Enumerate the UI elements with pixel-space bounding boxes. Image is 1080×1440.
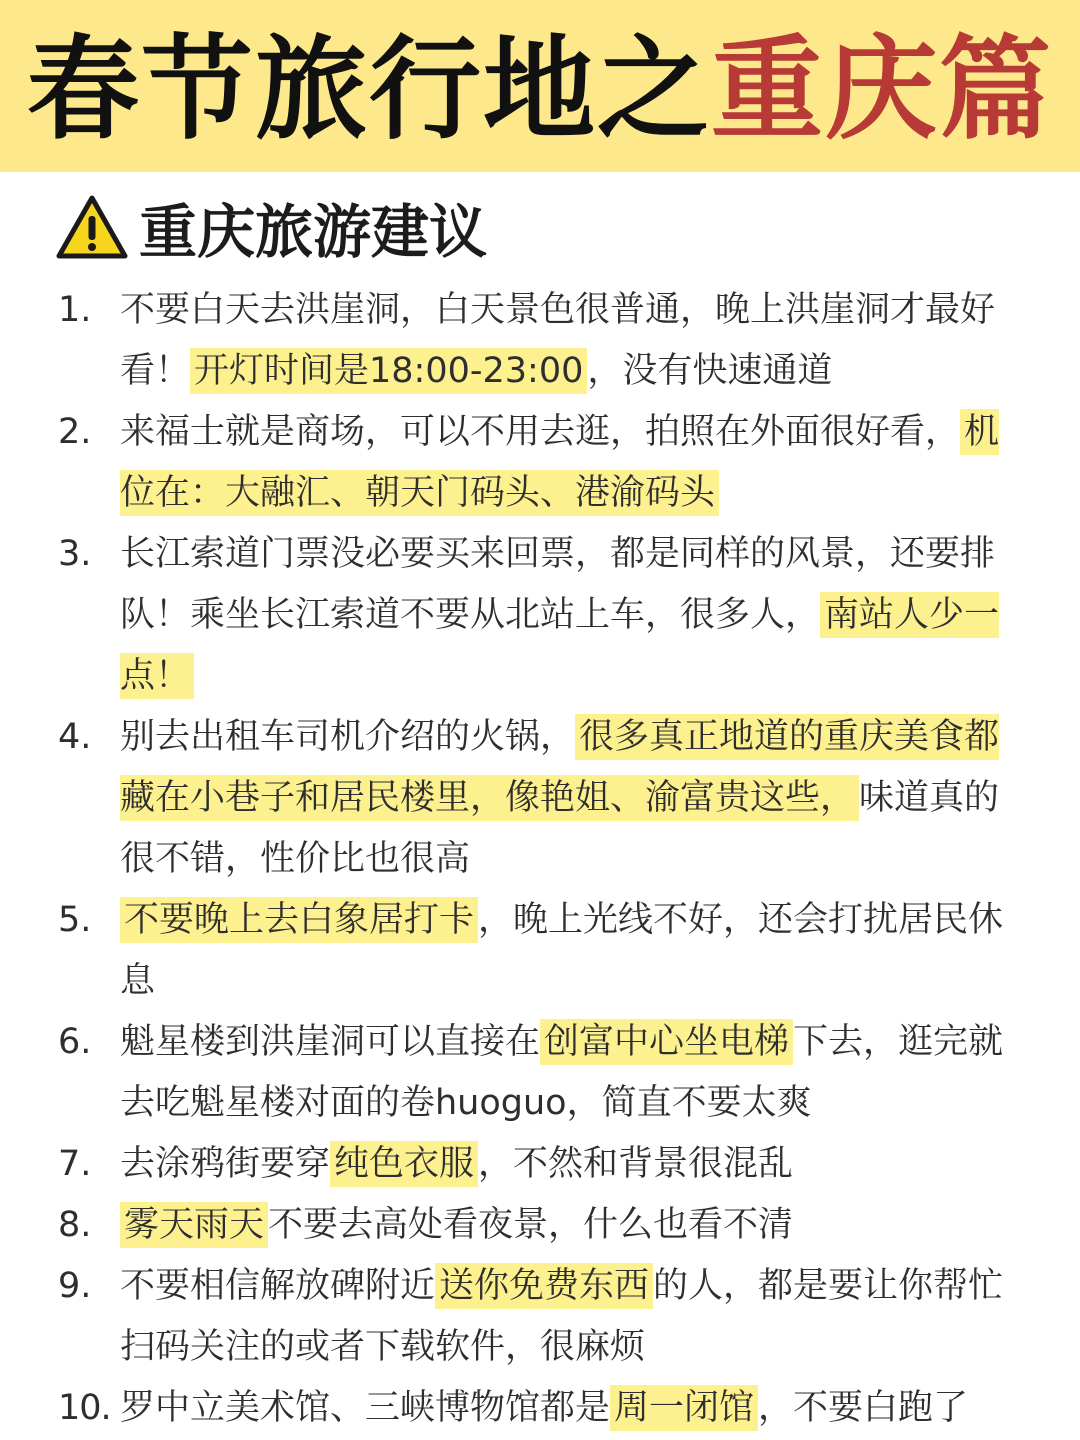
tip-number: 3. [58, 534, 92, 574]
tip-highlight: 开灯时间是18:00-23:00 [190, 348, 587, 394]
page-title-accent: 重庆篇 [711, 25, 1053, 155]
tip-number: 9. [58, 1266, 92, 1306]
tip-segment: 下去，逛完就去吃魁星楼对面的卷huoguo，简直不要太爽 [120, 1022, 1004, 1123]
tip-item [58, 1134, 1018, 1195]
tip-segment: ，不要白跑了 [758, 1388, 969, 1428]
tip-text [120, 290, 995, 394]
section-header [55, 192, 488, 266]
tip-highlight: 南站人少一点！ [120, 592, 999, 699]
tip-item [58, 1256, 1018, 1378]
tip-text [120, 897, 1003, 1001]
tip-highlight: 周一闭馆 [610, 1385, 758, 1431]
tip-highlight: 不要晚上去白象居打卡 [120, 897, 478, 943]
warning-icon [55, 194, 129, 260]
tip-item [58, 1012, 1018, 1134]
page-title-main: 春节旅行地之 [27, 25, 711, 155]
tip-segment: 不要去高处看夜景，什么也看不清 [268, 1205, 794, 1245]
tip-segment: ，没有快速通道 [587, 351, 833, 391]
tip-text [120, 409, 999, 516]
tip-number: 4. [58, 717, 92, 757]
tip-number: 2. [58, 412, 92, 452]
tip-highlight: 机位在：大融汇、朝天门码头、港渝码头 [120, 409, 999, 516]
tip-text [120, 1019, 1003, 1123]
tip-segment: 不要白天去洪崖洞，白天景色很普通，晚上洪崖洞才最好看！ [120, 290, 996, 391]
tip-item [58, 707, 1018, 890]
tip-number: 5. [58, 900, 92, 940]
tip-segment: 来福士就是商场，可以不用去逛，拍照在外面很好看， [120, 412, 961, 452]
tip-item [58, 890, 1018, 1012]
tip-text [120, 534, 999, 699]
tip-item [58, 402, 1018, 524]
tip-highlight: 很多真正地道的重庆美食都藏在小巷子和居民楼里，像艳姐、渝富贵这些， [120, 714, 999, 821]
tip-segment: 长江索道门票没必要买来回票，都是同样的风景，还要排队！乘坐长江索道不要从北站上车，很多人， [120, 534, 996, 635]
page-title [27, 25, 1053, 155]
tip-segment: ，不然和背景很混乱 [478, 1144, 794, 1184]
tip-segment: 不要相信解放碑附近 [120, 1266, 436, 1306]
tip-highlight: 送你免费东西 [435, 1263, 653, 1309]
tip-highlight: 创富中心坐电梯 [540, 1019, 793, 1065]
tip-segment: 魁星楼到洪崖洞可以直接在 [120, 1022, 541, 1062]
section-title: 重庆旅游建议 [139, 198, 488, 266]
tip-segment: 味道真的很不错，性价比也很高 [120, 778, 1000, 879]
tip-text [120, 1385, 968, 1431]
tip-text [120, 1202, 793, 1248]
tip-segment: ，晚上光线不好，还会打扰居民休息 [120, 900, 1004, 1001]
tip-segment: 别去出租车司机介绍的火锅， [120, 717, 576, 757]
tip-segment: 罗中立美术馆、三峡博物馆都是 [120, 1388, 611, 1428]
tip-highlight: 雾天雨天 [120, 1202, 268, 1248]
title-banner [0, 0, 1080, 172]
tip-segment: 的人，都是要让你帮忙扫码关注的或者下载软件，很麻烦 [120, 1266, 1004, 1367]
tip-number: 10. [58, 1388, 111, 1428]
tip-text [120, 1263, 1003, 1367]
tip-segment: 去涂鸦街要穿 [120, 1144, 331, 1184]
tip-item [58, 1195, 1018, 1256]
tip-number: 6. [58, 1022, 92, 1062]
tip-number: 1. [58, 290, 92, 330]
tip-number: 7. [58, 1144, 92, 1184]
tip-text [120, 1141, 793, 1187]
tip-item [58, 1378, 1018, 1439]
tip-item [58, 524, 1018, 707]
tip-text [120, 714, 999, 879]
tip-item [58, 280, 1018, 402]
tip-number: 8. [58, 1205, 92, 1245]
tip-highlight: 纯色衣服 [330, 1141, 478, 1187]
tips-list [58, 280, 1018, 1439]
